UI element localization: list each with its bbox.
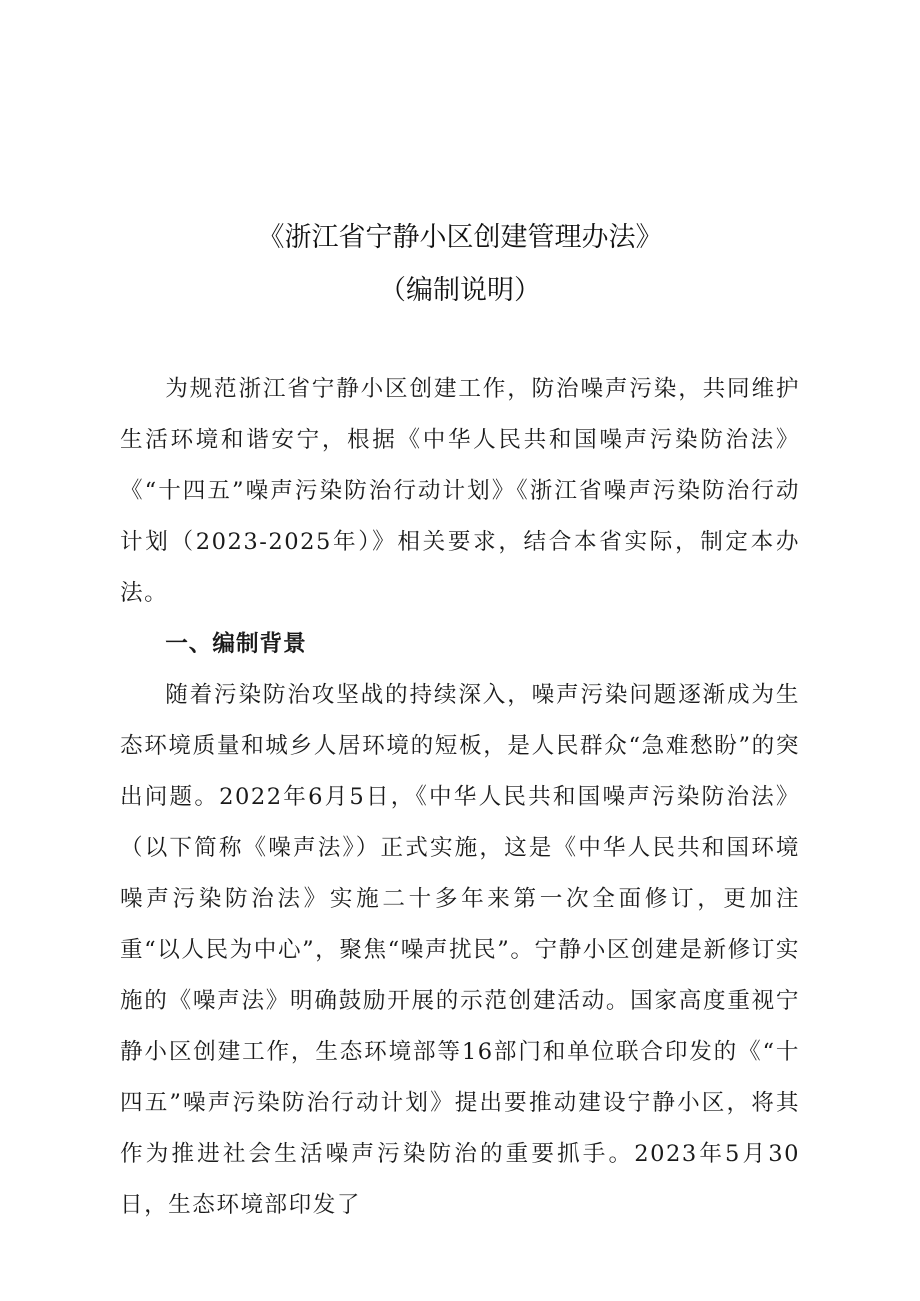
section-heading-background: 一、编制背景 [165,631,307,657]
background-paragraph: 随着污染防治攻坚战的持续深入，噪声污染问题逐渐成为生态环境质量和城乡人居环境的短板，是人民群众“急难愁盼”的突出问题。2022年6月5日，《中华人民共和国噪声污染防治法》（以下简称《噪声法》）正式实施，这是《中华人民共和国环境噪声污染防治法》实施二十多年来第一次全面修订，更加注重“以人民为中心”，聚焦“噪声扰民”。宁静小区创建是新修订实施的《噪声法》明确鼓励开展的示范创建活动。国家高度重视宁静小区创建工作，生态环境部等16部门和单位联合印发的《“十四五”噪声污染防治行动计划》提出要推动建设宁静小区，将其作为推进社会生活噪声污染防治的重要抓手。2023年5月30日，生态环境部印发了 [120,682,800,1218]
document-subtitle: （编制说明） [379,275,541,306]
document-title: 《浙江省宁静小区创建管理办法》 [257,222,663,253]
document-body [120,364,800,1231]
intro-paragraph: 为规范浙江省宁静小区创建工作，防治噪声污染，共同维护生活环境和谐安宁，根据《中华人民共和国噪声污染防治法》《“十四五”噪声污染防治行动计划》《浙江省噪声污染防治行动计划（2023-2025年）》相关要求，结合本省实际，制定本办法。 [120,376,800,606]
